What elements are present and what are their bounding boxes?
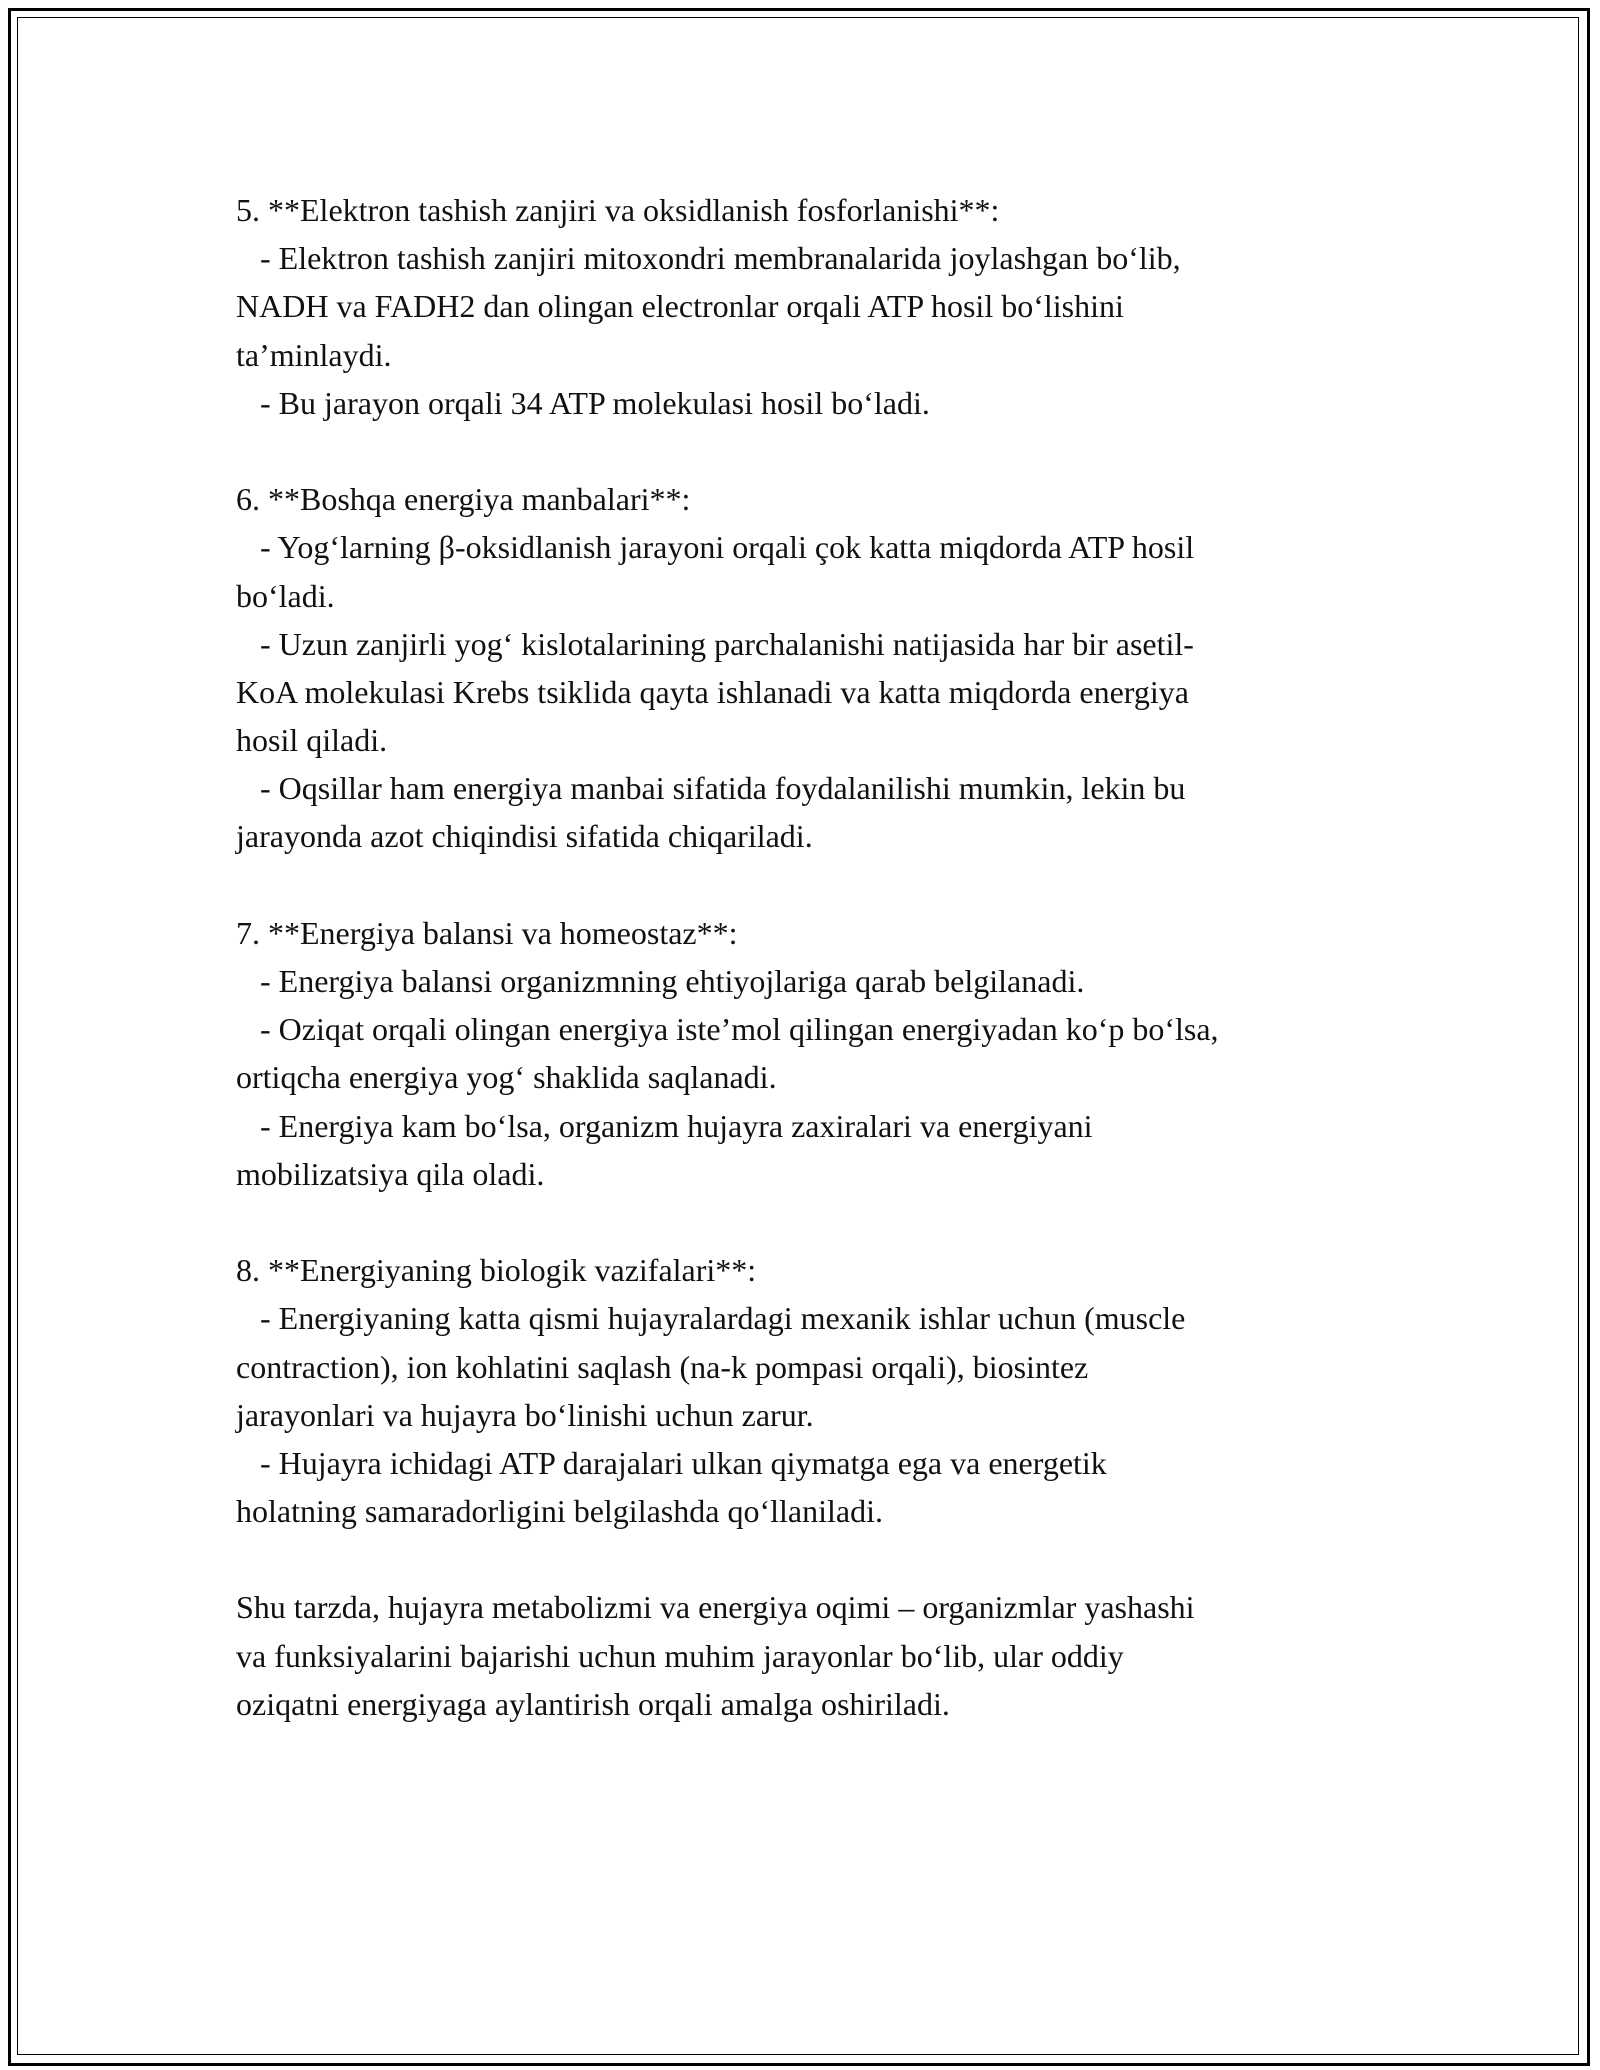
text-line: bo‘ladi. [236,577,335,614]
paragraph-gap [236,427,1386,475]
section-conclusion [236,1583,1386,1728]
paragraph-gap [236,1198,1386,1246]
bullet-line: - Energiya balansi organizmning ehtiyojlariga qarab belgilanadi. [236,963,1085,999]
bullet-line: - Elektron tashish zanjiri mitoxondri membranalarida joylashgan bo‘lib, [236,240,1181,277]
text-line: ortiqcha energiya yog‘ shaklida saqlanadi. [236,1059,777,1096]
text-line: NADH va FADH2 dan olingan electronlar orqali ATP hosil bo‘lishini [236,288,1124,325]
bullet-line: - Yog‘larning β-oksidlanish jarayoni orqali çok katta miqdorda ATP hosil [236,529,1195,566]
text-line: ta’minlaydi. [236,336,392,373]
paragraph-gap [236,1535,1386,1583]
section-heading: 8. **Energiyaning biologik vazifalari**: [236,1252,757,1289]
section-heading: 6. **Boshqa energiya manbalari**: [236,481,691,518]
bullet-line: - Oqsillar ham energiya manbai sifatida foydalanilishi mumkin, lekin bu [236,770,1186,807]
section-heading: 5. **Elektron tashish zanjiri va oksidlanish fosforlanishi**: [236,192,1000,228]
section-heading: 7. **Energiya balansi va homeostaz**: [236,914,738,951]
text-line: jarayonlari va hujayra bo‘linishi uchun zarur. [236,1396,814,1433]
bullet-line: - Oziqat orqali olingan energiya iste’mol qilingan energiyadan ko‘p bo‘lsa, [236,1011,1219,1048]
paragraph-gap [236,861,1386,909]
bullet-line: - Hujayra ichidagi ATP darajalari ulkan qiymatga ega va energetik [236,1444,1107,1481]
section-biological-functions [236,1246,1386,1535]
conclusion-line: Shu tarzda, hujayra metabolizmi va energiya oqimi – organizmlar yashashi [236,1589,1195,1626]
bullet-line: - Bu jarayon orqali 34 ATP molekulasi hosil bo‘ladi. [236,384,930,421]
text-line: mobilizatsiya qila oladi. [236,1155,545,1192]
text-line: KoA molekulasi Krebs tsiklida qayta ishlanadi va katta miqdorda energiya [236,673,1189,710]
document-body [236,186,1386,1728]
section-other-energy-sources [236,475,1386,861]
text-line: jarayonda azot chiqindisi sifatida chiqariladi. [236,818,813,855]
section-electron-transport [236,186,1386,427]
bullet-line: - Uzun zanjirli yog‘ kislotalarining parchalanishi natijasida har bir asetil- [236,625,1194,662]
text-line: holatning samaradorligini belgilashda qo‘llaniladi. [236,1493,883,1530]
text-line: contraction), ion kohlatini saqlash (na-k pompasi orqali), biosintez [236,1348,1089,1385]
conclusion-line: va funksiyalarini bajarishi uchun muhim jarayonlar bo‘lib, ular oddiy [236,1637,1124,1674]
bullet-line: - Energiyaning katta qismi hujayralardagi mexanik ishlar uchun (muscle [236,1300,1186,1337]
conclusion-line: oziqatni energiyaga aylantirish orqali amalga oshiriladi. [236,1685,950,1722]
bullet-line: - Energiya kam bo‘lsa, organizm hujayra zaxiralari va energiyani [236,1107,1093,1144]
text-line: hosil qiladi. [236,722,388,759]
section-energy-balance [236,909,1386,1198]
